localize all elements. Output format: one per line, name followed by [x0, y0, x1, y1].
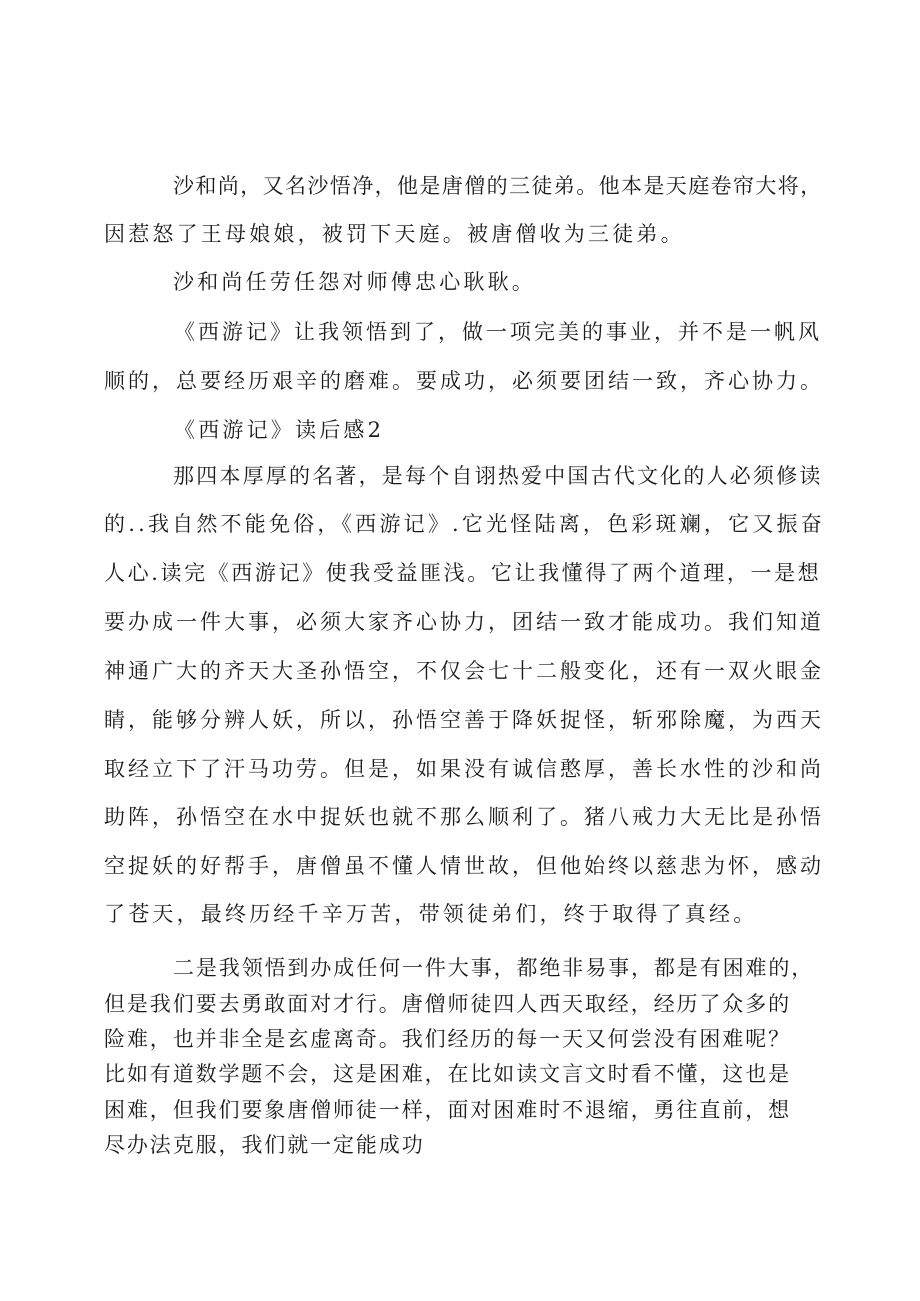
- text-line: 顺的，总要经历艰辛的磨难。要成功，必须要团结一致，齐心协力。: [104, 369, 824, 393]
- text-line: 困难，但我们要象唐僧师徒一样，面对困难时不退缩，勇往直前，想: [104, 1098, 791, 1122]
- text-line: 神通广大的齐天大圣孙悟空，不仅会七十二般变化，还有一双火眼金: [104, 659, 824, 683]
- text-line: 取经立下了汗马功劳。但是，如果没有诚信憨厚，善长水性的沙和尚: [104, 757, 824, 781]
- text-line: 因惹怒了王母娘娘，被罚下天庭。被唐僧收为三徒弟。: [104, 222, 685, 246]
- text-line: 沙和尚，又名沙悟净，他是唐僧的三徒弟。他本是天庭卷帘大将，: [173, 174, 823, 198]
- text-line: 的..我自然不能免俗，《西游记》.它光怪陆离，色彩斑斓，它又振奋: [104, 512, 825, 536]
- text-line: 二是我领悟到办成任何一件大事，都绝非易事，都是有困难的，: [173, 956, 815, 980]
- section-heading: 《西游记》读后感2: [174, 418, 385, 442]
- text-line: 沙和尚任劳任怨对师傅忠心耿耿。: [173, 270, 536, 294]
- text-line: 要办成一件大事，必须大家齐心协力，团结一致才能成功。我们知道: [104, 610, 824, 634]
- text-line: 助阵，孙悟空在水中捉妖也就不那么顺利了。猪八戒力大无比是孙悟: [104, 805, 824, 829]
- text-line: 了苍天，最终历经千辛万苦，带领徒弟们，终于取得了真经。: [104, 902, 758, 926]
- text-line: 人心.读完《西游记》使我受益匪浅。它让我懂得了两个道理，一是想: [104, 561, 822, 585]
- text-line: 睛，能够分辨人妖，所以，孙悟空善于降妖捉怪，斩邪除魔，为西天: [104, 708, 824, 732]
- text-line: 空捉妖的好帮手，唐僧虽不懂人情世故，但他始终以慈悲为怀，感动: [104, 854, 824, 878]
- text-line: 那四本厚厚的名著，是每个自诩热爱中国古代文化的人必须修读: [173, 464, 823, 488]
- text-line: 比如有道数学题不会，这是困难，在比如读文言文时看不懂，这也是: [104, 1062, 791, 1086]
- text-line: 险难，也并非全是玄虚离奇。我们经历的每一天又何尝没有困难呢？: [104, 1027, 791, 1051]
- text-line: 尽办法克服，我们就一定能成功: [104, 1133, 425, 1157]
- text-line: 但是我们要去勇敢面对才行。唐僧师徒四人西天取经，经历了众多的: [104, 992, 791, 1016]
- text-line: 《西游记》让我领悟到了，做一项完美的事业，并不是一帆风: [174, 320, 822, 344]
